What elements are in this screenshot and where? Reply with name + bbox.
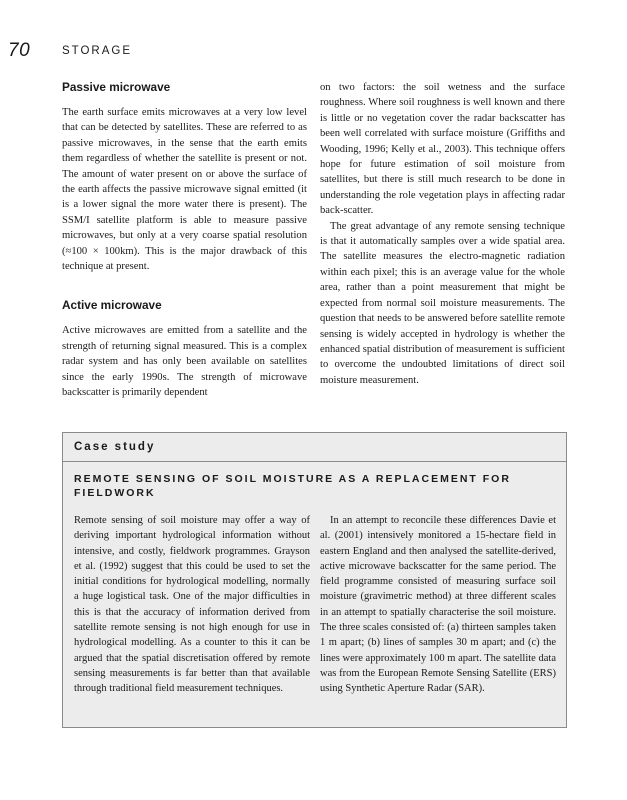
right-column	[320, 80, 565, 388]
paragraph-active-microwave: Active microwaves are emitted from a satellite and the strength of returning signal measured. This is a complex radar system and has only been available on satellites since the early 1990s. The strength of microwave backscatter is primarily dependent	[62, 325, 307, 399]
running-head: STORAGE	[62, 45, 133, 57]
case-study-label: Case study	[74, 441, 156, 453]
paragraph-backscatter-factors: on two factors: the soil wetness and the surface roughness. Where soil roughness is well known and there is little or no vegetation cover the radar backscatter has been well correlated with surface moisture (Griffiths and Wooding, 1996; Kelly et al., 2003). This technique offers hope for future estimation of soil moisture from satellites, but there is still much research to be done in understanding the role vegetation plays in affecting radar back-scatter.	[320, 82, 565, 217]
section-heading-passive-microwave: Passive microwave	[62, 80, 171, 94]
left-column	[62, 80, 307, 401]
case-study-box	[62, 432, 567, 728]
paragraph-remote-sensing-advantage: The great advantage of any remote sensing technique is that it automatically samples over a wide spatial area. The satellite measures the electro-magnetic radiation within each pixel; this is an average value for the whole area, rather than a point measurement that might be expected from normal soil moisture measurements. The question that needs to be answered before satellite remote sensing is widely accepted in hydrology is whether the enhanced spatial distribution of measurement is sufficient to overcome the undoubted limitations of direct soil moisture measurement.	[320, 220, 565, 386]
paragraph-passive-microwave: The earth surface emits microwaves at a very low level that can be detected by satellites. These are referred to as passive microwaves, in the sense that the earth emits them regardless of whether the satellite is present or not. The amount of water present on or above the surface of the earth affects the passive microwave signal emitted (it is a lower signal the more water there is present). The SSM/I satellite platform is able to measure passive microwaves, but only at a very coarse spatial resolution (≈100 × 100km). This is the major drawback of this technique at present.	[62, 107, 307, 273]
case-study-title: REMOTE SENSING OF SOIL MOISTURE AS A REPLACEMENT FOR FIELDWORK	[74, 473, 511, 499]
case-study-left-column	[74, 513, 310, 697]
page-number: 70	[8, 40, 31, 61]
case-study-left-text: Remote sensing of soil moisture may offer a way of deriving important hydrological information without intensive, and costly, fieldwork programmes. Grayson et al. (1992) suggest that this could be used to set the initial conditions for hydrological modelling, normally a huge logistical task. One of the major difficulties in this is that the accuracy of information derived from satellite remote sensing is not high enough for use in hydrological modelling. As a counter to this it can be argued that the spatial discretisation offered by remote sensing measurements is far better than that available through traditional field measurement techniques.	[74, 515, 310, 695]
section-heading-active-microwave: Active microwave	[62, 298, 162, 313]
case-study-right-column	[320, 513, 556, 697]
case-study-right-text: In an attempt to reconcile these differences Davie et al. (2001) intensively monitored a 15-hectare field in eastern England and then analysed the satellite-derived, active microwave backscatter for the same period. The field programme consisted of measuring surface soil moisture (gravimetric method) at three different scales in an attempt to spatially characterise the soil moisture. The three scales consisted of: (a) thirteen samples taken 1 m apart; (b) lines of samples 30 m apart; and (c) the lines were approximately 100 m apart. The satellite data was from the European Remote Sensing Satellite (ERS) using Synthetic Aperture Radar (SAR).	[320, 515, 556, 695]
case-study-divider	[63, 461, 566, 462]
